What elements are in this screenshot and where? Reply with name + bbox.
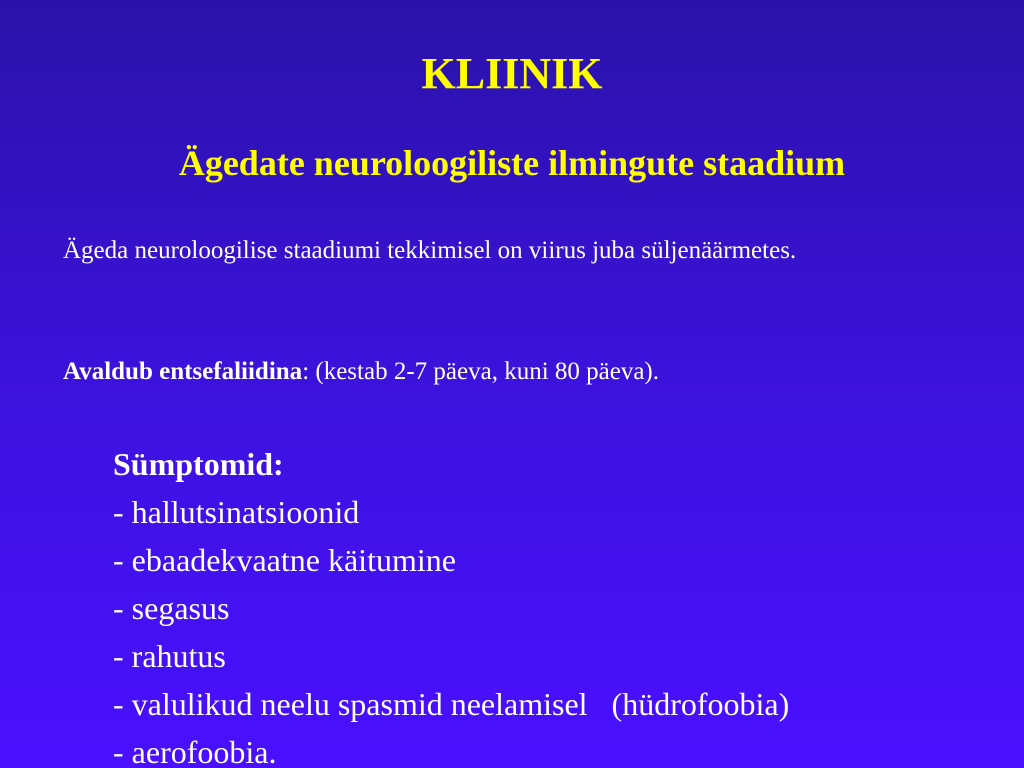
- intro-paragraph: Ägeda neuroloogilise staadiumi tekkimisel on viirus juba süljenäärmetes.: [63, 237, 797, 264]
- encephalitis-label: Avaldub entsefaliidina: [63, 358, 303, 385]
- symptom-item: - valulikud neelu spasmid neelamisel (hüdrofoobia): [113, 686, 790, 722]
- symptom-item: - rahutus: [113, 638, 226, 674]
- symptoms-list: [113, 440, 789, 768]
- slide-subtitle: Ägedate neuroloogiliste ilmingute staadium: [178, 143, 846, 183]
- symptoms-heading: Sümptomid:: [113, 446, 284, 482]
- symptom-item: - hallutsinatsioonid: [113, 494, 360, 530]
- symptom-item: - ebaadekvaatne käitumine: [113, 542, 456, 578]
- slide-title: KLIINIK: [421, 49, 603, 98]
- symptom-item: - aerofoobia.: [113, 734, 277, 768]
- encephalitis-paragraph: [63, 353, 783, 390]
- encephalitis-duration: : (kestab 2-7 päeva, kuni 80 päeva).: [302, 358, 659, 385]
- symptom-item: - segasus: [113, 590, 230, 626]
